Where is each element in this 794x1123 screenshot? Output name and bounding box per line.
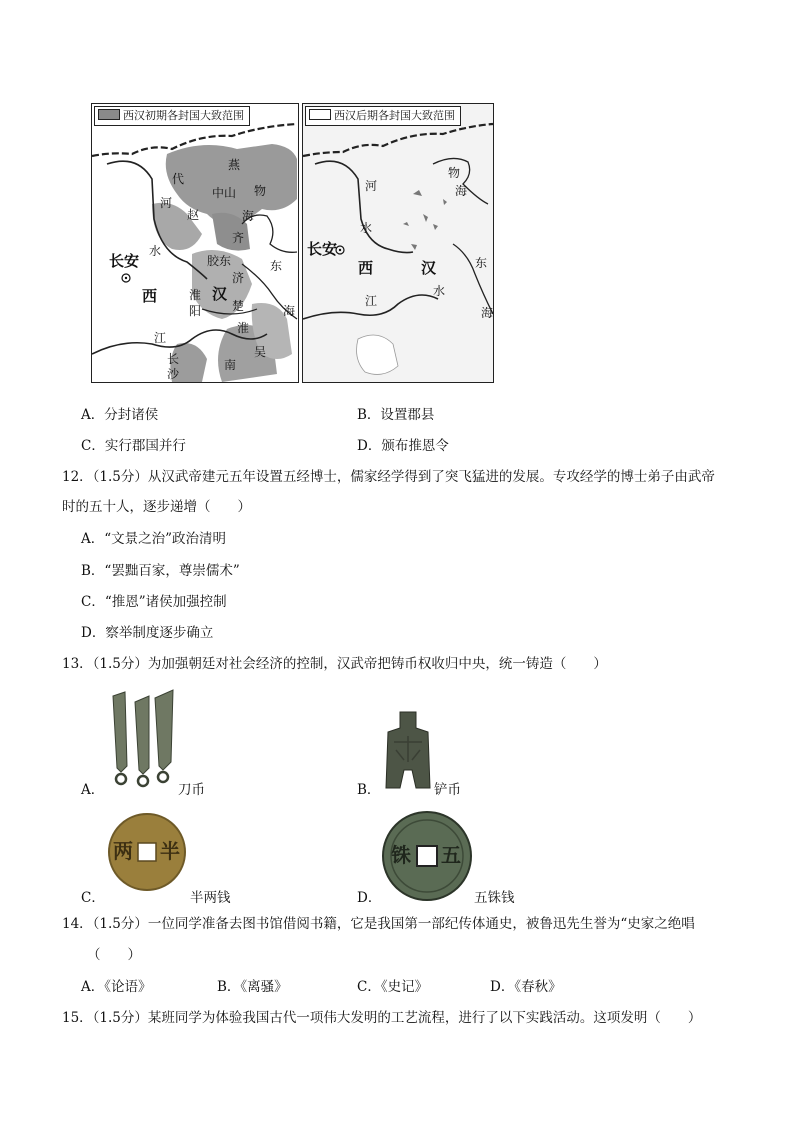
option-letter: D． [81,625,106,641]
map-label: 水 [149,244,162,258]
q11-option-b[interactable] [357,406,434,424]
map-label: 江 [154,331,167,345]
option-text: 察举制度逐步确立 [105,625,214,641]
q14-option-c[interactable] [357,978,428,996]
q13-caption-d: 五铢钱 [474,890,515,906]
q14-option-a[interactable] [81,978,152,996]
option-text: 《论语》 [104,979,152,995]
map-figure [91,103,493,381]
coin-glyph: 铢 [391,843,411,867]
map-label: 胶东 [207,254,232,268]
map-label: 海 [283,304,296,318]
legend-label-early: 西汉初期各封国大致范围 [123,109,244,122]
knife-coin-image [105,688,180,790]
map-label: 物 [448,166,461,180]
map-label: 中山 [212,186,237,200]
option-text: 《离骚》 [240,979,288,995]
option-letter: D． [357,438,382,454]
map-label: 南 [224,358,237,372]
option-text: 分封诸侯 [104,407,159,423]
q15-stem-line1: 15．（1.5分）某班同学为体验我国古代一项伟大发明的工艺流程，进行了以下实践活动。这项发明（ ） [62,1010,702,1026]
option-text: 设置郡县 [380,407,435,423]
option-letter: C． [81,438,105,454]
map-label: 汉 [212,285,228,303]
map-legend-late [305,106,461,126]
q11-option-c[interactable] [81,437,186,455]
option-letter: D． [357,890,382,906]
map-label: 河 [160,196,173,210]
q12-stem-line2: 时的五十人，逐步递增（ ） [62,499,251,515]
option-text: 《史记》 [380,979,429,995]
map-early-western-han [91,103,299,383]
q13-caption-b: 铲币 [434,782,461,798]
map-label: 代 [172,172,185,186]
map-label: 河 [365,179,378,193]
option-letter: C． [81,890,105,906]
q12-stem-line1: 12．（1.5分）从汉武帝建元五年设置五经博士，儒家经学得到了突飞猛进的发展。专攻经学的博士弟子由武帝 [62,469,715,485]
map-label: 长沙 [167,352,180,381]
ban-liang-coin-image [107,812,187,892]
q14-option-d[interactable] [490,978,562,996]
map-label: 东 [270,259,283,273]
spade-coin-image [382,710,434,792]
map-label: 水 [433,284,446,298]
map-label: 西 [358,259,374,277]
option-letter: A． [81,979,105,995]
option-letter: B． [81,563,105,579]
map-label: 东 [475,256,488,270]
map-label: 水 [360,221,373,235]
map-label: 济 [232,271,245,285]
map-label: 吴 [254,345,267,359]
map-label: 物 [254,184,267,198]
q13-option-d[interactable] [357,889,381,907]
q12-option-b[interactable] [81,562,240,580]
coin-glyph: 半 [160,839,180,863]
map-label: 淮 [237,321,250,335]
coin-glyph: 两 [113,839,133,863]
q13-caption-c: 半两钱 [190,890,231,906]
map-label: 汉 [421,259,437,277]
q12-option-c[interactable] [81,593,227,611]
map-label: 海 [242,209,255,223]
q12-option-a[interactable] [81,530,226,548]
option-text: 实行郡国并行 [104,438,186,454]
map-label: 江 [365,294,378,308]
map-late-western-han [302,103,494,383]
legend-label-late: 西汉后期各封国大致范围 [334,109,455,122]
map-legend-early [94,106,250,126]
q14-option-b[interactable] [217,978,288,996]
legend-swatch-white [309,109,331,120]
map-label: 楚 [232,299,245,313]
option-letter: B． [217,979,241,995]
q13-option-b[interactable] [357,781,380,799]
option-letter: C． [357,979,381,995]
map-label: 西 [142,287,158,305]
coin-glyph: 五 [441,843,461,867]
map-label: 齐 [232,231,245,245]
map-label: 赵 [187,208,200,222]
option-text: 《春秋》 [514,979,562,995]
map-label: 海 [481,306,494,320]
option-letter: D． [490,979,515,995]
option-letter: B． [357,782,381,798]
q13-stem-line1: 13．（1.5分）为加强朝廷对社会经济的控制，汉武帝把铸币权收归中央，统一铸造（ ） [62,656,607,672]
option-letter: A． [81,531,105,547]
option-letter: A． [81,782,105,798]
map-label-capital: 长安 [307,240,338,258]
option-text: “文景之治”政治清明 [104,531,227,547]
option-letter: C． [81,594,105,610]
map-label: 淮阳 [189,288,202,318]
option-text: “罢黜百家，尊崇儒术” [104,563,240,579]
q13-caption-a: 刀币 [178,782,205,798]
q13-option-c[interactable] [81,889,105,907]
legend-swatch-gray [98,109,120,120]
wu-zhu-coin-image [381,810,473,902]
option-letter: A． [81,407,105,423]
q13-option-a[interactable] [81,781,104,799]
map-early-drawing [92,104,298,382]
option-text: 颁布推恩令 [381,438,449,454]
q12-option-d[interactable] [81,624,213,642]
map-label: 海 [455,184,468,198]
q14-stem-line2: （ ） [87,947,141,963]
option-letter: B． [357,407,381,423]
map-label: 燕 [228,158,241,172]
q11-option-a[interactable] [81,406,158,424]
q11-option-d[interactable] [357,437,449,455]
map-label-capital: 长安 [109,252,140,270]
q14-stem-line1: 14．（1.5分）一位同学准备去图书馆借阅书籍，它是我国第一部纪传体通史，被鲁迅先生誉为“史家之绝唱 [62,916,695,932]
option-text: “推恩”诸侯加强控制 [104,594,227,610]
